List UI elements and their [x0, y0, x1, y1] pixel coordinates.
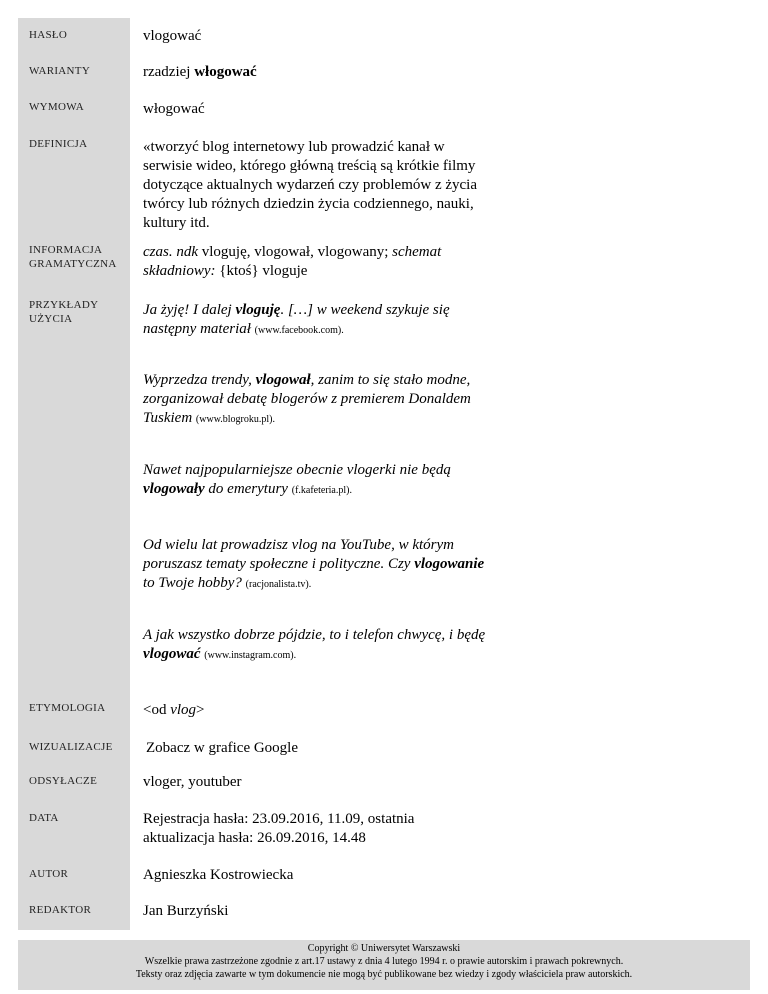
label-odsylacze: ODSYŁACZE — [29, 775, 98, 787]
example-3: Nawet najpopularniejsze obecnie vlogerki nie będą vlogowały do emerytury (f.kafeteria.pl). — [143, 462, 451, 497]
label-wymowa: WYMOWA — [29, 101, 84, 113]
label-wizualizacje: WIZUALIZACJE — [29, 741, 113, 753]
footer-line-2: Wszelkie prawa zastrzeżone zgodnie z art.17 ustawy z dnia 4 lutego 1994 r. o prawie autorskim i prawach pokrewnych. — [144, 956, 624, 967]
copyright-footer — [18, 940, 750, 990]
example-5: A jak wszystko dobrze pójdzie, to i telefon chwycę, i będę vlogować (www.instagram.com). — [143, 627, 486, 662]
example-4: Od wielu lat prowadzisz vlog na YouTube, w którym poruszasz tematy społeczne i polityczne. Czy vlogowanie to Twoje hobby? (racjonalista.tv). — [143, 537, 485, 591]
value-redaktor: Jan Burzyński — [143, 903, 229, 919]
google-images-link[interactable]: Zobacz w grafice Google — [146, 740, 299, 756]
label-definicja: DEFINICJA — [29, 138, 88, 150]
value-warianty: rzadziej włogować — [143, 64, 257, 80]
value-etymologia: <od vlog> — [143, 702, 205, 718]
label-column — [18, 18, 130, 930]
label-data: DATA — [29, 812, 59, 824]
footer-line-1: Copyright © Uniwersytet Warszawski — [307, 943, 461, 954]
example-1: Ja żyję! I dalej vloguję. […] w weekend szykuje się następny materiał (www.facebook.com). — [143, 302, 450, 337]
label-autor: AUTOR — [29, 868, 69, 880]
label-informacja-gramatyczna: INFORMACJA GRAMATYCZNA — [29, 244, 117, 270]
example-2: Wyprzedza trendy, vlogował, zanim to się stało modne, zorganizował debatę blogerów z premierem Donaldem Tuskiem (www.blogroku.pl). — [143, 372, 471, 426]
value-odsylacze: vloger, youtuber — [143, 774, 242, 790]
label-haslo: HASŁO — [29, 29, 68, 41]
value-wymowa: włogować — [143, 101, 205, 117]
value-data: Rejestracja hasła: 23.09.2016, 11.09, ostatnia aktualizacja hasła: 26.09.2016, 14.48 — [143, 811, 415, 846]
label-etymologia: ETYMOLOGIA — [29, 702, 106, 714]
label-przyklady-uzycia: PRZYKŁADY UŻYCIA — [29, 299, 99, 325]
value-definicja: «tworzyć blog internetowy lub prowadzić kanał w serwisie wideo, którego główną treścią są krótkie filmy dotyczące aktualnych wydarzeń czy problemów z życia twórcy lub różnych dziedzin życia codziennego, nauki, kultury itd. — [143, 139, 477, 231]
label-redaktor: REDAKTOR — [29, 904, 92, 916]
value-autor: Agnieszka Kostrowiecka — [143, 867, 294, 883]
value-informacja-gramatyczna: czas. ndk vloguję, vlogował, vlogowany; schemat składniowy: {ktoś} vloguje — [143, 244, 442, 279]
label-warianty: WARIANTY — [29, 65, 91, 77]
footer-line-3: Teksty oraz zdjęcia zawarte w tym dokumencie nie mogą być publikowane bez wiedzy i zgody właściciela praw autorskich. — [135, 969, 633, 980]
value-haslo: vlogować — [143, 28, 202, 44]
